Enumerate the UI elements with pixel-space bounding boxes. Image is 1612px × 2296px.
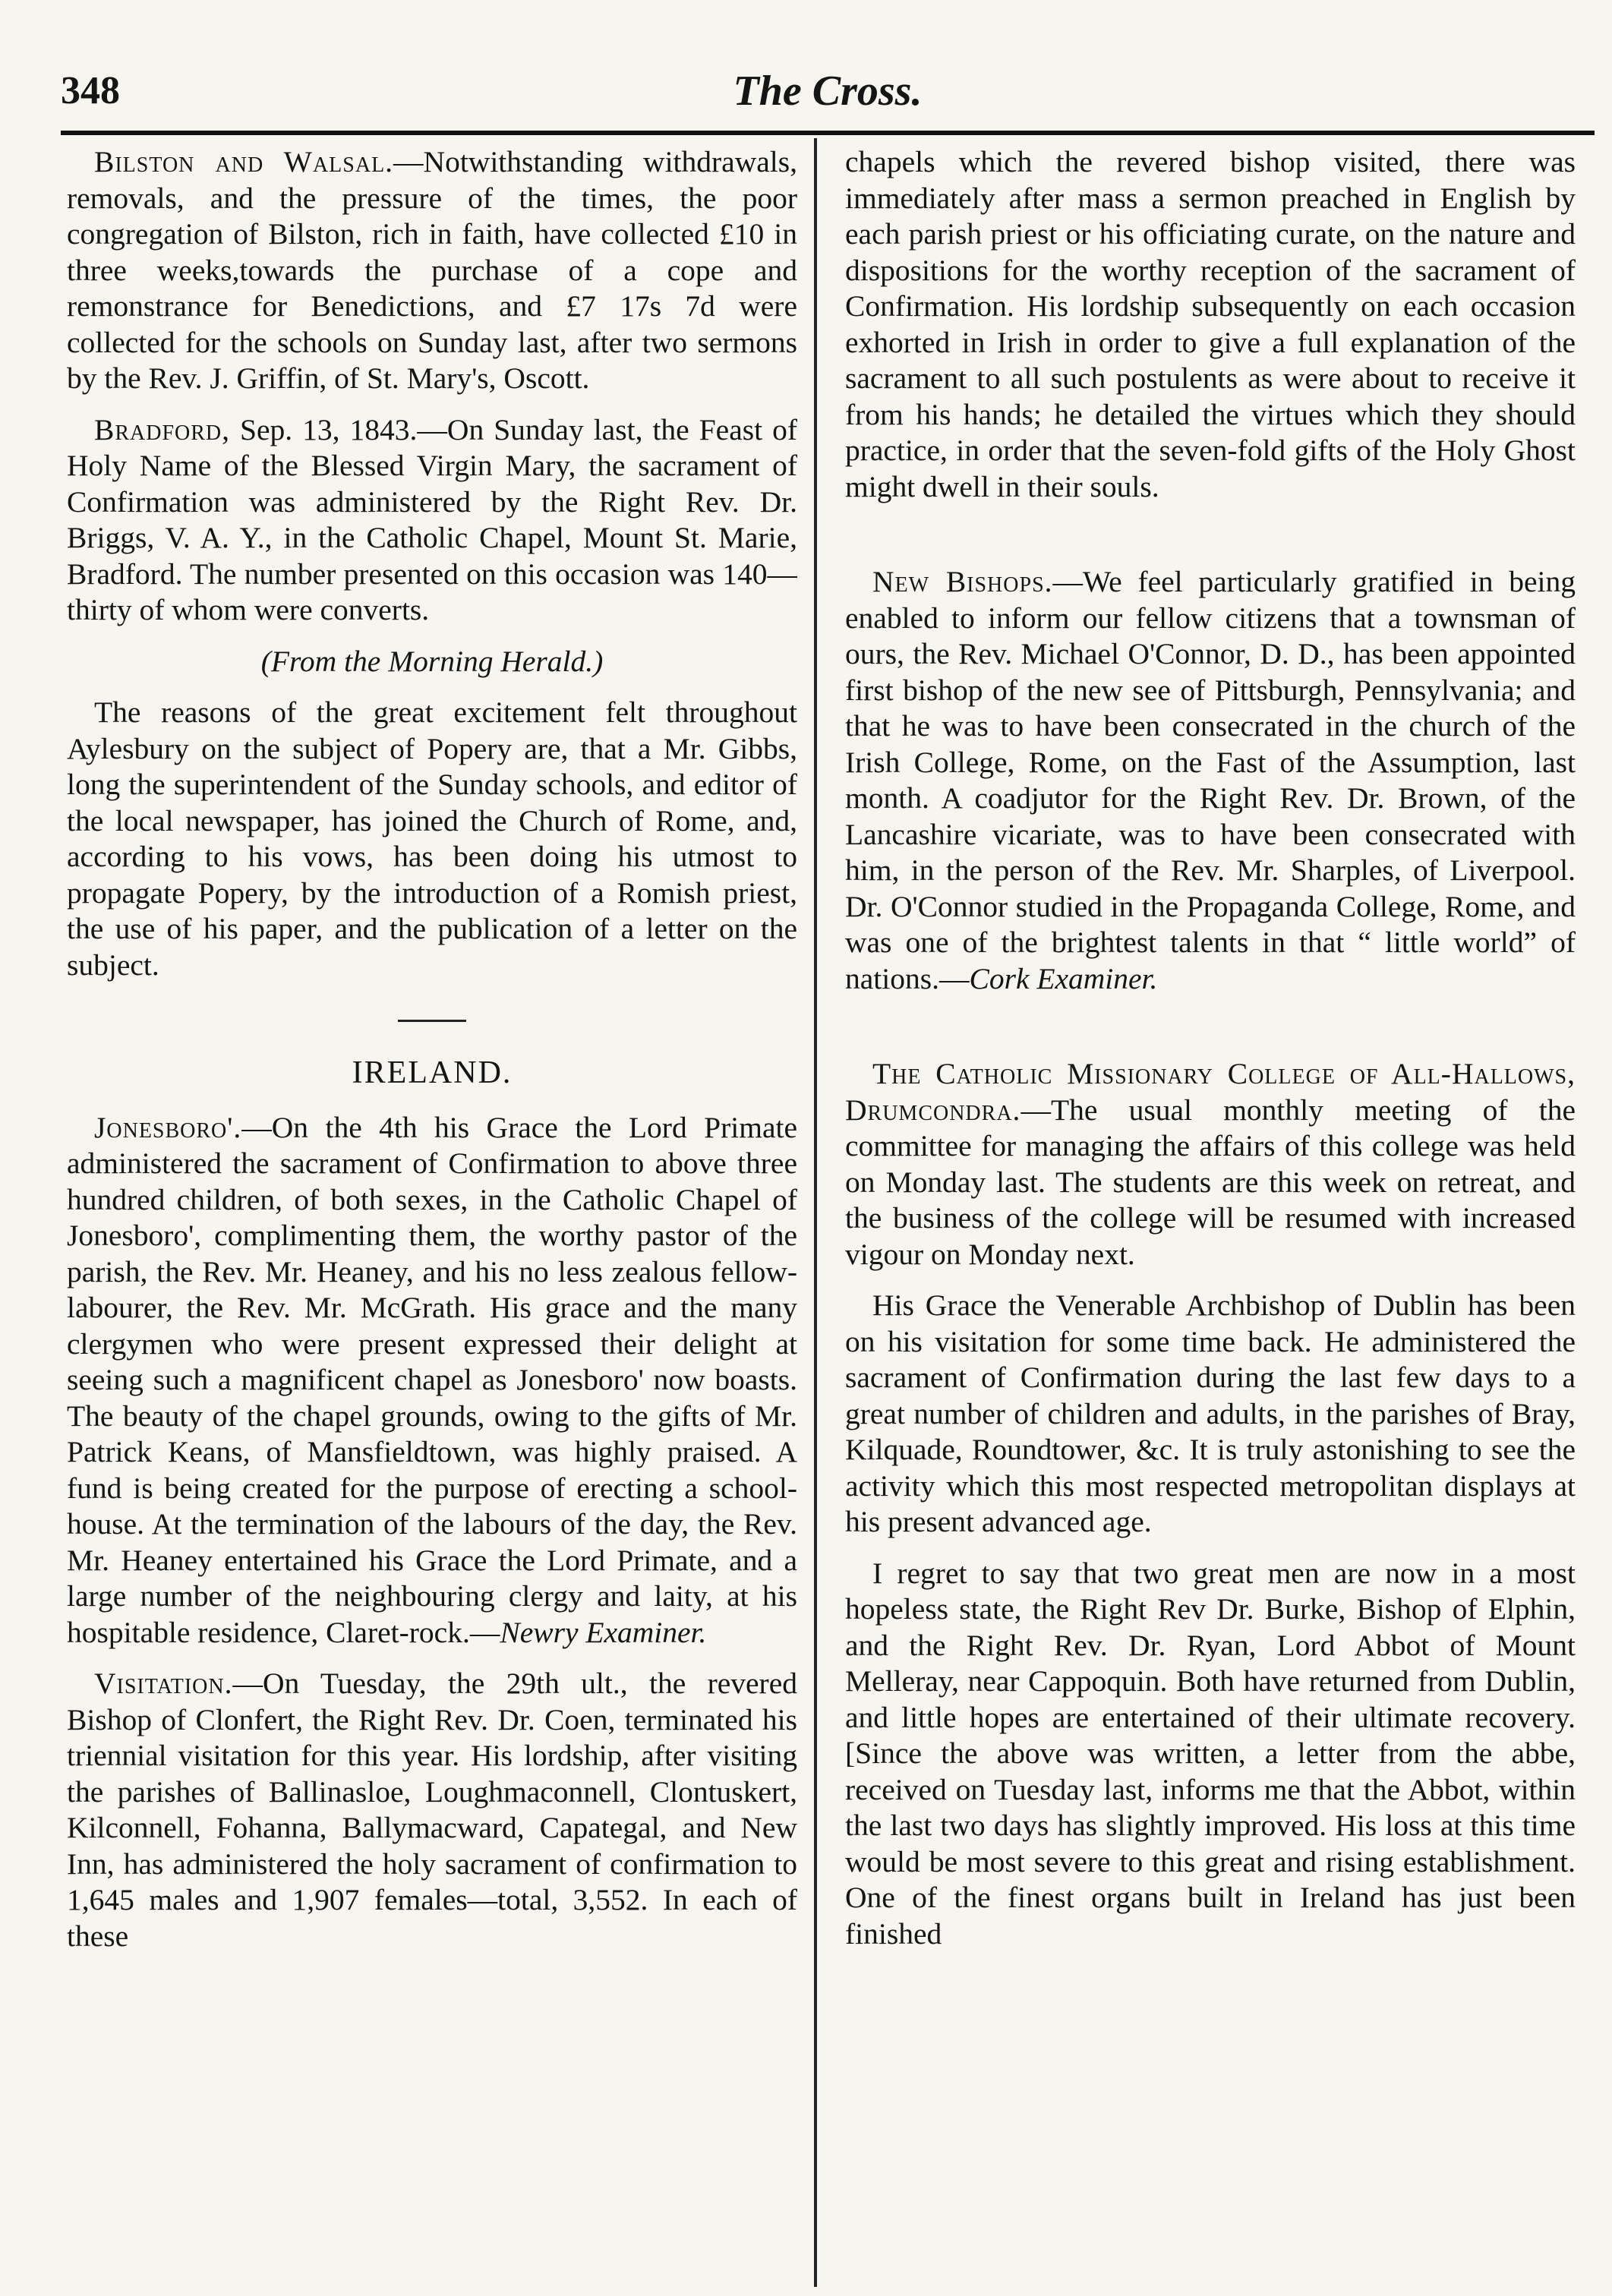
spacer: [845, 1012, 1576, 1056]
article-visitation: [67, 1666, 797, 1954]
article-body: —Notwithstanding withdrawals, removals, and the pressure of the times, the poor congregation of Bilston, rich in faith, have collected £10 in three weeks,towards the purchase of a cope and remonstrance for Benedictions, and £7 17s 7d were collected for the schools on Sunday last, after two sermons by the Rev. J. Griffin, of St. Mary's, Oscott.: [67, 145, 797, 395]
right-column: [845, 144, 1576, 2278]
section-divider: [398, 1020, 466, 1022]
source-byline: (From the Morning Herald.): [260, 644, 604, 678]
article-archbishop: His Grace the Venerable Archbishop of Dublin has been on his visitation for some time back. He administered the sacrament of Confirmation during the last few days to a great number of children and adults, in the parishes of Bray, Kilquade, Roundtower, &c. It is truly astonishing to see the activity which this most respected metropolitan displays at his present advanced age.: [845, 1288, 1576, 1538]
article-lead: The Catholic Missionary College of All-Hallows, Drumcondra.: [845, 1057, 1576, 1127]
article-lead: Bilston and Walsal.: [94, 145, 394, 178]
section-heading-ireland: IRELAND.: [352, 1055, 513, 1090]
article-lead: Visitation.: [94, 1667, 233, 1700]
article-body: —On the 4th his Grace the Lord Primate administered the sacrament of Confirmation to above three hundred children, of both sexes, in the Catholic Chapel of Jonesboro', complimenting them, the worthy pastor of the parish, the Rev. Mr. Heaney, and his no less zealous fellow-labourer, the Rev. Mr. McGrath. His grace and the many clergymen who were present expressed their delight at seeing such a magnificent chapel as Jonesboro' now boasts. The beauty of the chapel grounds, owing to the gifts of Mr. Patrick Keans, of Mansfieldtown, was highly praised. A fund is being created for the purpose of erecting a school-house. At the termination of the labours of the day, the Rev. Mr. Heaney entertained his Grace the Lord Primate, and a large number of the neighbouring clergy and laity, at his hospitable residence, Claret-rock.—: [67, 1110, 797, 1649]
article-source: Newry Examiner.: [500, 1615, 707, 1649]
article-body: —The usual monthly meeting of the committee for managing the affairs of this college was held on Monday last. The students are this week on retreat, and the business of the college will be resumed with increased vigour on Monday next.: [845, 1093, 1576, 1271]
article-aylesbury: The reasons of the great excitement felt throughout Aylesbury on the subject of Popery are, that a Mr. Gibbs, long the superintendent of the Sunday schools, and editor of the local newspaper, has joined the Church of Rome, and, according to his vows, has been doing his utmost to propagate Popery, by the introduction of a Romish priest, the use of his paper, and the publication of a letter on the subject.: [67, 695, 797, 982]
article-visitation-continued: chapels which the revered bishop visited, there was immediately after mass a sermon preached in English by each parish priest or his officiating curate, on the nature and dispositions for the worthy reception of the sacrament of Confirmation. His lordship subsequently on each occasion exhorted in Irish in order to give a full explanation of the sacrament to all such postulents as were about to receive it from his hands; he detailed the virtues which they should practice, in order that the seven-fold gifts of the Holy Ghost might dwell in their souls.: [845, 145, 1576, 503]
article-lead: Bradford,: [94, 412, 231, 446]
article-body: —On Tuesday, the 29th ult., the revered Bishop of Clonfert, the Right Rev. Dr. Coen, terminated his triennial visitation for this year. His lordship, after visiting the parishes of Ballinasloe, Loughmaconnell, Clontuskert, Kilconnell, Fohanna, Ballymacward, Capategal, and New Inn, has administered the holy sacrament of confirmation to 1,645 males and 1,907 females—total, 3,552. In each of these: [67, 1667, 797, 1953]
article-jonesboro: [67, 1110, 797, 1651]
page-number: 348: [61, 69, 120, 112]
spacer: [845, 520, 1576, 564]
article-body: —We feel particularly gratified in being enabled to inform our fellow citizens that a townsman of ours, the Rev. Michael O'Connor, D. D., has been appointed first bishop of the new see of Pittsburgh, Pennsylvania; and that he was to have been consecrated in the church of the Irish College, Rome, on the Fast of the Assumption, last month. A coadjutor for the Right Rev. Dr. Brown, of the Lancashire vicariate, was to have been consecrated with him, in the person of the Rev. Mr. Sharples, of Liverpool. Dr. O'Connor studied in the Propaganda College, Rome, and was one of the brightest talents in that “ little world” of nations.—: [845, 565, 1576, 995]
header-rule: [61, 131, 1595, 135]
left-column: [67, 144, 797, 2278]
article-all-hallows: [845, 1056, 1576, 1273]
article-bradford: [67, 412, 797, 629]
article-body: Sep. 13, 1843.—On Sunday last, the Feast of Holy Name of the Blessed Virgin Mary, the sacrament of Confirmation was administered by the Right Rev. Dr. Briggs, V. A. Y., in the Catholic Chapel, Mount St. Marie, Bradford. The number presented on this occasion was 140—thirty of whom were converts.: [67, 412, 797, 626]
page-header: [61, 61, 1595, 121]
article-lead: Jonesboro'.: [94, 1110, 242, 1144]
article-new-bishops: [845, 564, 1576, 997]
column-divider: [814, 138, 817, 2287]
running-title: The Cross.: [733, 68, 923, 115]
article-lead: New Bishops.: [872, 565, 1053, 598]
article-bilston: [67, 144, 797, 397]
article-regret: I regret to say that two great men are now in a most hopeless state, the Right Rev Dr. Burke, Bishop of Elphin, and the Right Rev. Dr. Ryan, Lord Abbot of Mount Melleray, near Cappoquin. Both have returned from Dublin, and little hopes are entertained of their ultimate recovery. [Since the above was written, a letter from the abbe, received on Tuesday last, informs me that the Abbot, within the last two days has slightly improved. His loss at this time would be most severe to this great and rising establishment. One of the finest organs built in Ireland has just been finished: [845, 1556, 1576, 1951]
article-source: Cork Examiner.: [969, 961, 1158, 995]
